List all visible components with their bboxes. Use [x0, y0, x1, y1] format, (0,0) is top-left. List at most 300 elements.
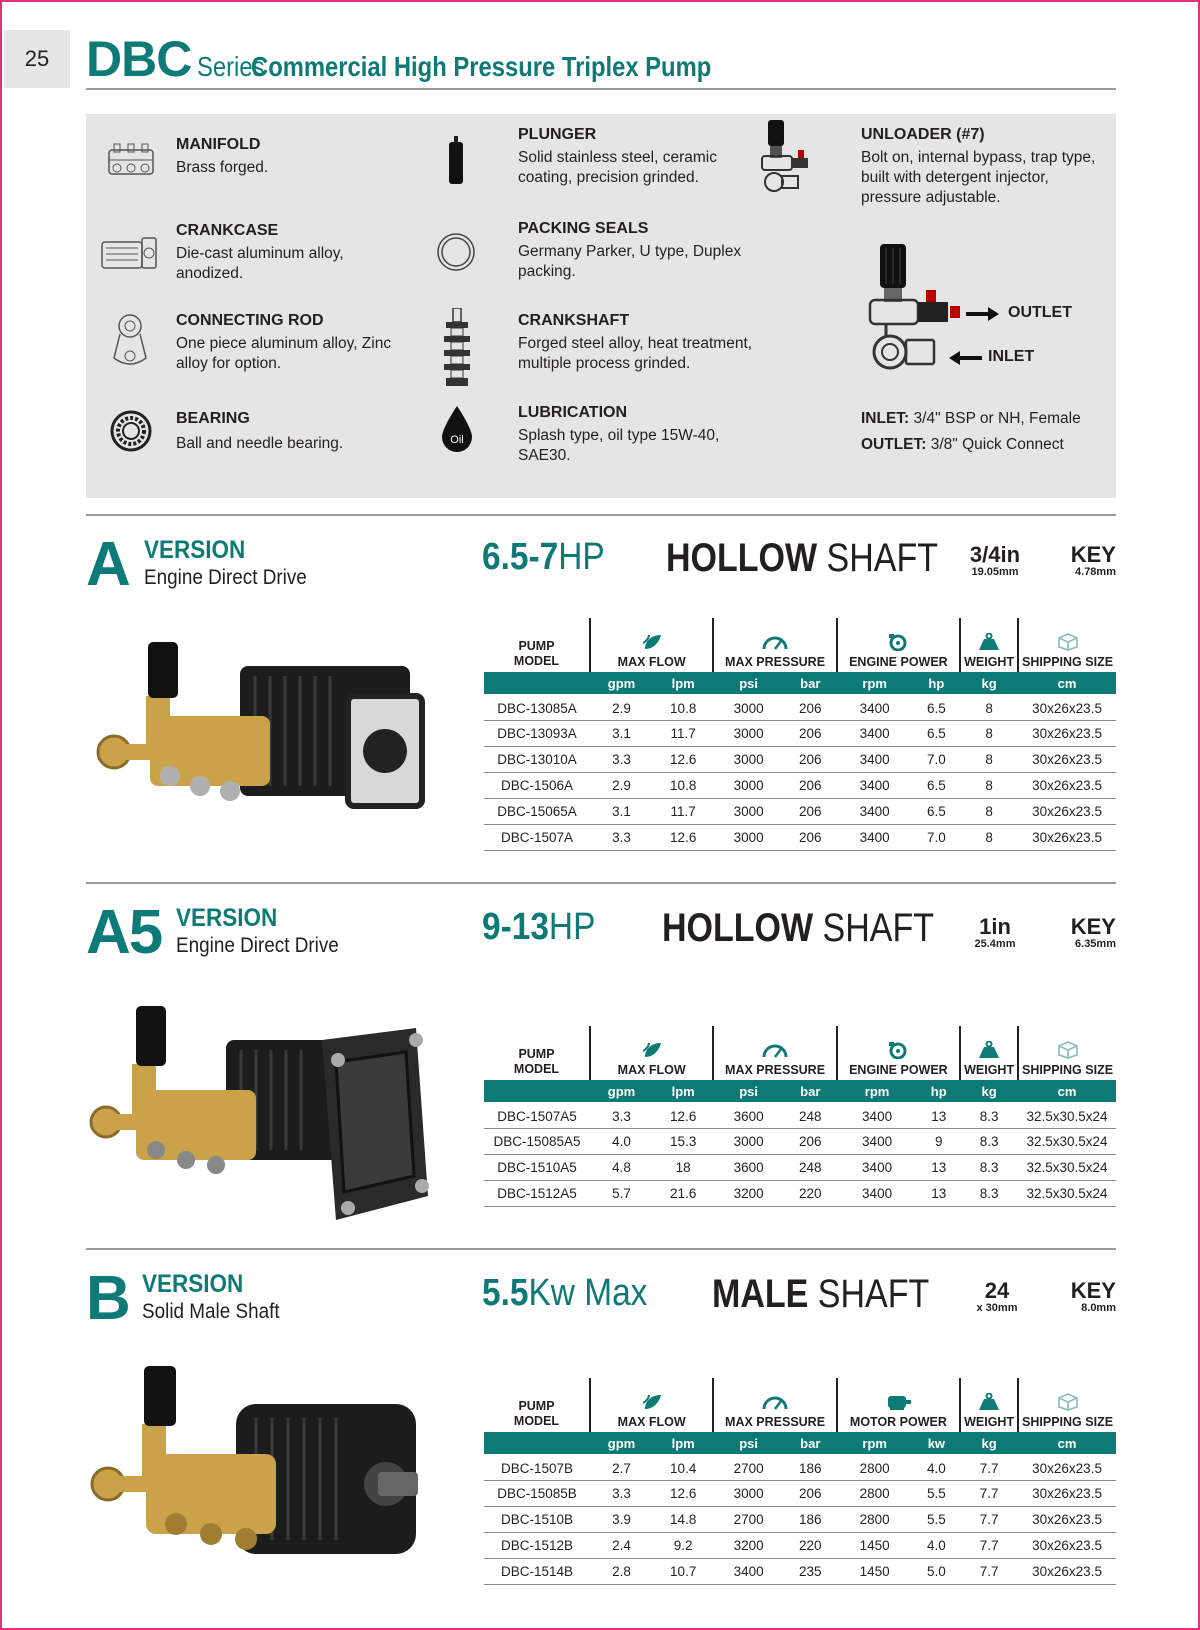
version-letter: B [86, 1264, 129, 1333]
col-pump-model [484, 1026, 590, 1080]
weight-icon [977, 1041, 1001, 1059]
model-cell: DBC-1507B [484, 1454, 590, 1480]
value-cell: 6.5 [913, 772, 960, 798]
hdr-weight: WEIGHT [964, 1063, 1015, 1077]
key-label: KEY [1070, 1278, 1116, 1303]
value-cell: 235 [784, 1558, 837, 1584]
crankshaft-icon [442, 308, 472, 394]
model-cell: DBC-1510B [484, 1506, 590, 1532]
table-row [484, 720, 1116, 746]
value-cell: 32.5x30.5x24 [1018, 1102, 1116, 1128]
value-cell: 30x26x23.5 [1018, 824, 1116, 850]
table-row [484, 1180, 1116, 1206]
feature-title: LUBRICATION [518, 404, 628, 421]
value-cell: 3400 [837, 694, 913, 720]
feature-title: CONNECTING ROD [176, 312, 324, 329]
unit-cell: kg [960, 1432, 1018, 1454]
value-cell: 3.1 [590, 720, 653, 746]
leaf-icon [641, 633, 663, 651]
table-row [484, 1102, 1116, 1128]
value-cell: 8.3 [960, 1128, 1018, 1154]
value-cell: 3400 [837, 746, 913, 772]
model-cell: DBC-1507A [484, 824, 590, 850]
value-cell: 2700 [713, 1454, 783, 1480]
features-panel [86, 114, 1116, 498]
hdr-engine-power: ENGINE POWER [849, 1063, 948, 1077]
table-row [484, 1454, 1116, 1480]
value-cell: 8 [960, 798, 1018, 824]
hdr-max-flow: MAX FLOW [617, 1415, 686, 1429]
model-cell: DBC-15085A5 [484, 1128, 590, 1154]
value-cell: 206 [784, 824, 837, 850]
value-cell: 3000 [713, 1128, 783, 1154]
unit-cell: lpm [653, 1432, 713, 1454]
gauge-icon [762, 633, 788, 651]
table-row [484, 824, 1116, 850]
page-title [86, 30, 1116, 90]
value-cell: 5.7 [590, 1180, 653, 1206]
model-cell: DBC-15065A [484, 798, 590, 824]
section-divider [86, 882, 1116, 884]
value-cell: 206 [784, 746, 837, 772]
value-cell: 4.0 [913, 1532, 960, 1558]
value-cell: 206 [784, 720, 837, 746]
feature-title: MANIFOLD [176, 136, 261, 153]
value-cell: 13 [917, 1180, 960, 1206]
hdr-shipping-size: SHIPPING SIZE [1022, 655, 1114, 669]
value-cell: 11.7 [653, 798, 713, 824]
col-engine-power [837, 618, 960, 672]
hdr-weight: WEIGHT [964, 655, 1015, 669]
value-cell: 10.8 [653, 772, 713, 798]
units-row [484, 1080, 1116, 1102]
value-cell: 3400 [837, 1128, 918, 1154]
box-icon [1057, 633, 1079, 651]
model-cell: DBC-1512A5 [484, 1180, 590, 1206]
value-cell: 3400 [837, 720, 913, 746]
title-series: Series [197, 51, 265, 82]
pump-a-photo [90, 636, 430, 826]
hdr-model: MODEL [513, 1062, 560, 1076]
table-body [484, 1454, 1116, 1584]
shaft-diameter [962, 1280, 1032, 1314]
col-motor-power [837, 1378, 960, 1432]
power-value: 6.5-7 [482, 536, 559, 578]
gauge-icon [762, 1393, 788, 1411]
value-cell: 5.0 [913, 1558, 960, 1584]
spec-table-b [484, 1378, 1116, 1585]
value-cell: 13 [917, 1154, 960, 1180]
shaft-word: SHAFT [826, 536, 938, 580]
value-cell: 30x26x23.5 [1018, 772, 1116, 798]
col-max-flow [590, 618, 713, 672]
value-cell: 18 [653, 1154, 713, 1180]
model-cell: DBC-1514B [484, 1558, 590, 1584]
spec-table-a [484, 618, 1116, 851]
value-cell: 206 [784, 798, 837, 824]
table-row [484, 1506, 1116, 1532]
value-cell: 4.8 [590, 1154, 653, 1180]
hdr-shipping-size: SHIPPING SIZE [1022, 1063, 1114, 1077]
section-divider [86, 1248, 1116, 1250]
value-cell: 9 [917, 1128, 960, 1154]
feature-text: Germany Parker, U type, Duplex packing. [518, 243, 742, 280]
feature-title: BEARING [176, 410, 250, 427]
value-cell: 3000 [713, 694, 783, 720]
motor-icon [884, 1393, 912, 1411]
value-cell: 9.2 [653, 1532, 713, 1558]
table-row [484, 772, 1116, 798]
power-rating [482, 906, 595, 949]
unit-cell: bar [784, 1432, 837, 1454]
hdr-weight: WEIGHT [964, 1415, 1015, 1429]
leaf-icon [641, 1393, 663, 1411]
hdr-model: MODEL [513, 1414, 560, 1428]
value-cell: 8 [960, 694, 1018, 720]
col-pump-model [484, 618, 590, 672]
hdr-max-flow: MAX FLOW [617, 1063, 686, 1077]
unit-cell: kg [960, 1080, 1018, 1102]
outlet-key: OUTLET: [861, 436, 927, 453]
feature-title: CRANKCASE [176, 222, 279, 239]
unit-cell: lpm [653, 672, 713, 694]
feature-title: CRANKSHAFT [518, 312, 630, 329]
value-cell: 12.6 [653, 1102, 713, 1128]
shaft-word: SHAFT [822, 906, 934, 950]
value-cell: 7.7 [960, 1480, 1018, 1506]
unit-cell: rpm [837, 672, 913, 694]
value-cell: 8.3 [960, 1102, 1018, 1128]
value-cell: 8.3 [960, 1180, 1018, 1206]
oil-label: Oil [450, 434, 464, 446]
col-max-pressure [713, 1378, 836, 1432]
value-cell: 7.7 [960, 1558, 1018, 1584]
bearing-icon [110, 410, 152, 452]
feature-text: Die-cast aluminum alloy, anodized. [176, 245, 344, 282]
col-weight [960, 618, 1018, 672]
model-cell: DBC-1510A5 [484, 1154, 590, 1180]
col-max-pressure [713, 618, 836, 672]
version-letter: A5 [86, 898, 162, 967]
crankcase-icon [98, 232, 162, 274]
power-value: 9-13 [482, 906, 549, 948]
unit-cell: rpm [837, 1080, 918, 1102]
inlet-spec [861, 410, 1081, 428]
hdr-engine-power: ENGINE POWER [849, 655, 948, 669]
feature-title: PACKING SEALS [518, 220, 649, 237]
table-row [484, 1480, 1116, 1506]
value-cell: 1450 [837, 1532, 913, 1558]
model-cell: DBC-13085A [484, 694, 590, 720]
value-cell: 7.0 [913, 746, 960, 772]
col-weight [960, 1378, 1018, 1432]
spec-table-a5 [484, 1026, 1116, 1207]
unit-cell: gpm [590, 1432, 653, 1454]
table-row [484, 1532, 1116, 1558]
power-unit: HP [548, 906, 596, 948]
diameter-value: 3/4in [969, 542, 1021, 567]
version-word: VERSION [176, 904, 278, 932]
value-cell: 8 [960, 720, 1018, 746]
engine-icon [886, 1041, 910, 1059]
value-cell: 2.9 [590, 772, 653, 798]
col-pump-model [484, 1378, 590, 1432]
connecting-rod-icon [110, 312, 150, 372]
value-cell: 30x26x23.5 [1018, 1558, 1116, 1584]
value-cell: 186 [784, 1454, 837, 1480]
table-row [484, 694, 1116, 720]
model-cell: DBC-1507A5 [484, 1102, 590, 1128]
value-cell: 1450 [837, 1558, 913, 1584]
gauge-icon [762, 1041, 788, 1059]
hdr-max-flow: MAX FLOW [617, 655, 686, 669]
value-cell: 30x26x23.5 [1018, 1532, 1116, 1558]
value-cell: 32.5x30.5x24 [1018, 1128, 1116, 1154]
unit-model [484, 1080, 590, 1102]
value-cell: 3000 [713, 772, 783, 798]
value-cell: 7.7 [960, 1454, 1018, 1480]
unit-cell: hp [913, 672, 960, 694]
version-word: VERSION [144, 536, 246, 564]
value-cell: 206 [784, 1128, 837, 1154]
value-cell: 30x26x23.5 [1018, 1506, 1116, 1532]
unit-cell: cm [1018, 1432, 1116, 1454]
value-cell: 3000 [713, 824, 783, 850]
unit-cell: cm [1018, 1080, 1116, 1102]
feature-title: UNLOADER (#7) [861, 126, 985, 143]
power-rating [482, 1272, 647, 1315]
table-row [484, 746, 1116, 772]
key-size [1056, 1280, 1116, 1314]
key-label: KEY [1070, 542, 1116, 567]
unit-cell: gpm [590, 672, 653, 694]
key-mm: 6.35mm [1075, 938, 1116, 950]
power-unit: Kw Max [528, 1272, 648, 1314]
inlet-arrow-icon [948, 350, 982, 366]
value-cell: 3600 [713, 1154, 783, 1180]
value-cell: 5.5 [913, 1480, 960, 1506]
table-row [484, 1558, 1116, 1584]
unit-cell: hp [917, 1080, 960, 1102]
key-size [1056, 544, 1116, 578]
feature-text: Brass forged. [176, 159, 269, 176]
model-cell: DBC-1512B [484, 1532, 590, 1558]
unit-cell: bar [784, 1080, 837, 1102]
plunger-icon [446, 136, 466, 186]
value-cell: 186 [784, 1506, 837, 1532]
hdr-pump: PUMP [518, 1047, 555, 1061]
value-cell: 2800 [837, 1454, 913, 1480]
col-shipping-size [1018, 618, 1116, 672]
col-max-pressure [713, 1026, 836, 1080]
value-cell: 2800 [837, 1506, 913, 1532]
col-weight [960, 1026, 1018, 1080]
diameter-mm: 25.4mm [974, 938, 1016, 950]
shaft-bold: HOLLOW [662, 906, 814, 950]
value-cell: 12.6 [653, 824, 713, 850]
unit-cell: psi [713, 1432, 783, 1454]
table-row [484, 1154, 1116, 1180]
value-cell: 12.6 [653, 1480, 713, 1506]
feature-text: Forged steel alloy, heat treatment, multiple process grinded. [518, 335, 753, 372]
key-mm: 8.0mm [1081, 1302, 1116, 1314]
unit-cell: psi [713, 672, 783, 694]
inlet-label: INLET [988, 348, 1035, 365]
value-cell: 8 [960, 772, 1018, 798]
title-brand: DBC [86, 31, 192, 87]
diameter-mm: 19.05mm [971, 566, 1019, 578]
value-cell: 8 [960, 824, 1018, 850]
col-shipping-size [1018, 1378, 1116, 1432]
inlet-value: 3/4" BSP or NH, Female [913, 410, 1081, 427]
value-cell: 3200 [713, 1180, 783, 1206]
diameter-value: 24 [984, 1278, 1010, 1303]
col-max-flow [590, 1026, 713, 1080]
value-cell: 7.0 [913, 824, 960, 850]
value-cell: 21.6 [653, 1180, 713, 1206]
value-cell: 30x26x23.5 [1018, 694, 1116, 720]
value-cell: 10.7 [653, 1558, 713, 1584]
table-body [484, 1102, 1116, 1206]
value-cell: 11.7 [653, 720, 713, 746]
value-cell: 30x26x23.5 [1018, 720, 1116, 746]
hdr-max-pressure: MAX PRESSURE [725, 655, 826, 669]
value-cell: 2.4 [590, 1532, 653, 1558]
box-icon [1057, 1393, 1079, 1411]
value-cell: 7.7 [960, 1532, 1018, 1558]
value-cell: 220 [784, 1180, 837, 1206]
oil-drop-icon [440, 404, 474, 454]
col-engine-power [837, 1026, 960, 1080]
unit-model [484, 672, 590, 694]
seal-ring-icon [436, 232, 476, 272]
key-label: KEY [1070, 914, 1116, 939]
shaft-type [712, 1272, 929, 1317]
value-cell: 32.5x30.5x24 [1018, 1180, 1116, 1206]
leaf-icon [641, 1041, 663, 1059]
value-cell: 3.3 [590, 824, 653, 850]
value-cell: 7.7 [960, 1506, 1018, 1532]
diameter-value: 1in [979, 914, 1011, 939]
value-cell: 3.1 [590, 798, 653, 824]
value-cell: 13 [917, 1102, 960, 1128]
col-max-flow [590, 1378, 713, 1432]
value-cell: 3400 [713, 1558, 783, 1584]
value-cell: 4.0 [913, 1454, 960, 1480]
shaft-diameter [960, 916, 1030, 950]
unloader-icon [758, 120, 814, 200]
version-sub: Engine Direct Drive [144, 566, 307, 589]
unit-cell: cm [1018, 672, 1116, 694]
value-cell: 14.8 [653, 1506, 713, 1532]
value-cell: 3000 [713, 798, 783, 824]
units-row [484, 672, 1116, 694]
value-cell: 2.7 [590, 1454, 653, 1480]
value-cell: 3200 [713, 1532, 783, 1558]
col-shipping-size [1018, 1026, 1116, 1080]
weight-icon [977, 633, 1001, 651]
weight-icon [977, 1393, 1001, 1411]
value-cell: 32.5x30.5x24 [1018, 1154, 1116, 1180]
value-cell: 15.3 [653, 1128, 713, 1154]
pump-b-photo [86, 1364, 436, 1590]
value-cell: 8.3 [960, 1154, 1018, 1180]
outlet-value: 3/8" Quick Connect [930, 436, 1064, 453]
value-cell: 30x26x23.5 [1018, 1480, 1116, 1506]
value-cell: 206 [784, 1480, 837, 1506]
value-cell: 2800 [837, 1480, 913, 1506]
units-row [484, 1432, 1116, 1454]
feature-title: PLUNGER [518, 126, 597, 143]
title-rest: Commercial High Pressure Triplex Pump [250, 51, 711, 82]
power-unit: HP [558, 536, 605, 578]
manifold-icon [106, 142, 156, 182]
hdr-shipping-size: SHIPPING SIZE [1022, 1415, 1114, 1429]
value-cell: 6.5 [913, 798, 960, 824]
value-cell: 3.3 [590, 1480, 653, 1506]
hdr-pump: PUMP [518, 639, 555, 653]
hdr-model: MODEL [513, 654, 560, 668]
hdr-motor-power: MOTOR POWER [849, 1415, 947, 1429]
unit-cell: kw [913, 1432, 960, 1454]
value-cell: 3000 [713, 1480, 783, 1506]
value-cell: 3400 [837, 824, 913, 850]
feature-text: Bolt on, internal bypass, trap type, built with detergent injector, pressure adjustable. [861, 149, 1096, 206]
value-cell: 3400 [837, 1102, 918, 1128]
value-cell: 30x26x23.5 [1018, 746, 1116, 772]
unit-cell: gpm [590, 1080, 653, 1102]
unit-cell: psi [713, 1080, 783, 1102]
outlet-label: OUTLET [1008, 304, 1072, 321]
value-cell: 5.5 [913, 1506, 960, 1532]
feature-text: One piece aluminum alloy, Zinc alloy for option. [176, 335, 392, 372]
value-cell: 220 [784, 1532, 837, 1558]
feature-text: Ball and needle bearing. [176, 435, 344, 452]
hdr-max-pressure: MAX PRESSURE [725, 1415, 826, 1429]
value-cell: 2.8 [590, 1558, 653, 1584]
value-cell: 3.3 [590, 746, 653, 772]
model-cell: DBC-1506A [484, 772, 590, 798]
engine-icon [886, 633, 910, 651]
value-cell: 248 [784, 1154, 837, 1180]
shaft-word: SHAFT [817, 1272, 930, 1316]
value-cell: 3400 [837, 1154, 918, 1180]
outlet-arrow-icon [966, 306, 1000, 322]
value-cell: 12.6 [653, 746, 713, 772]
value-cell: 30x26x23.5 [1018, 1454, 1116, 1480]
value-cell: 3400 [837, 798, 913, 824]
value-cell: 2700 [713, 1506, 783, 1532]
diameter-mm: x 30mm [976, 1302, 1018, 1314]
shaft-type [662, 906, 934, 951]
shaft-diameter [960, 544, 1030, 578]
unit-cell: lpm [653, 1080, 713, 1102]
value-cell: 6.5 [913, 720, 960, 746]
table-body [484, 694, 1116, 850]
version-sub: Solid Male Shaft [142, 1300, 280, 1323]
power-rating [482, 536, 605, 579]
value-cell: 8 [960, 746, 1018, 772]
shaft-bold: HOLLOW [666, 536, 818, 580]
value-cell: 206 [784, 694, 837, 720]
page-number: 25 [4, 30, 70, 88]
outlet-spec [861, 436, 1064, 454]
unit-cell: bar [784, 672, 837, 694]
unit-cell: kg [960, 672, 1018, 694]
hdr-pump: PUMP [518, 1399, 555, 1413]
value-cell: 3.9 [590, 1506, 653, 1532]
version-word: VERSION [142, 1270, 244, 1298]
